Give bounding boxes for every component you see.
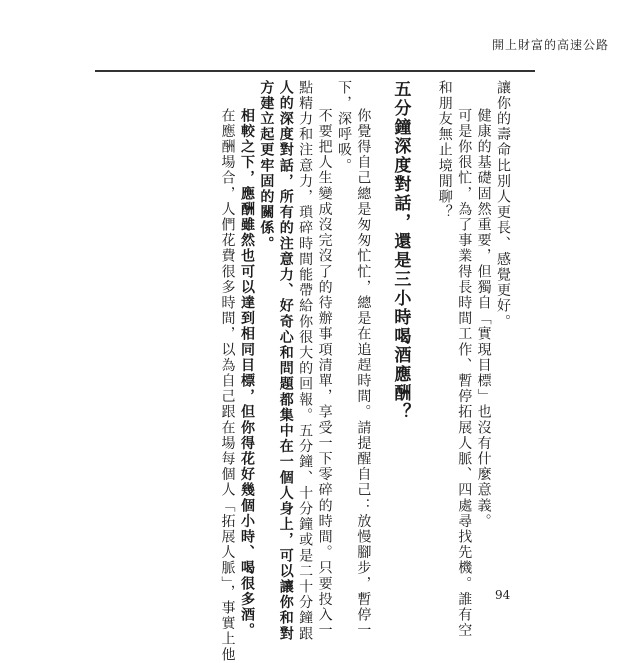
text-column: 在應酬場合，人們花費很多時間，以為自己跟在場每個人「拓展人脈」，事實上他 [219,108,236,663]
bold-text-column: 相較之下，應酬雖然也可以達到相同目標，但你得花好幾個小時、喝很多酒。 [238,108,255,639]
running-head: 開上財富的高速公路 [492,38,610,52]
text-column: 下，深呼吸。 [335,80,352,174]
bold-text-column: 方建立起更牢固的關係。 [258,80,275,252]
text-column: 健康的基礎固然重要，但獨自「實現目標」也沒有什麼意義。 [475,108,492,530]
bold-text-column: 人的深度對話，所有的注意力、好奇心和問題都集中在一個人身上，可以讓你和對 [277,80,294,642]
section-heading: 五分鐘深度對話，還是三小時喝酒應酬？ [390,80,411,422]
text-column: 點精力和注意力，瑣碎時間能帶給你很大的回報。五分鐘、十分鐘或是二十分鐘跟 [297,80,314,642]
text-column: 不要把人生變成沒完沒了的待辦事項清單，享受一下零碎的時間。只要投入一 [316,108,333,639]
page-number: 94 [495,588,511,602]
text-column: 可是你很忙，為了事業得長時間工作、暫停拓展人脈、四處尋找先機。誰有空 [456,108,473,639]
text-column: 讓你的壽命比別人更長、感覺更好。 [495,80,511,330]
text-column: 你覺得自己總是匆匆忙忙，總是在追趕時間。請提醒自己：放慢腳步，暫停一 [355,108,372,639]
header-rule [95,70,535,72]
text-column: 和朋友無止境閒聊？ [436,80,453,221]
